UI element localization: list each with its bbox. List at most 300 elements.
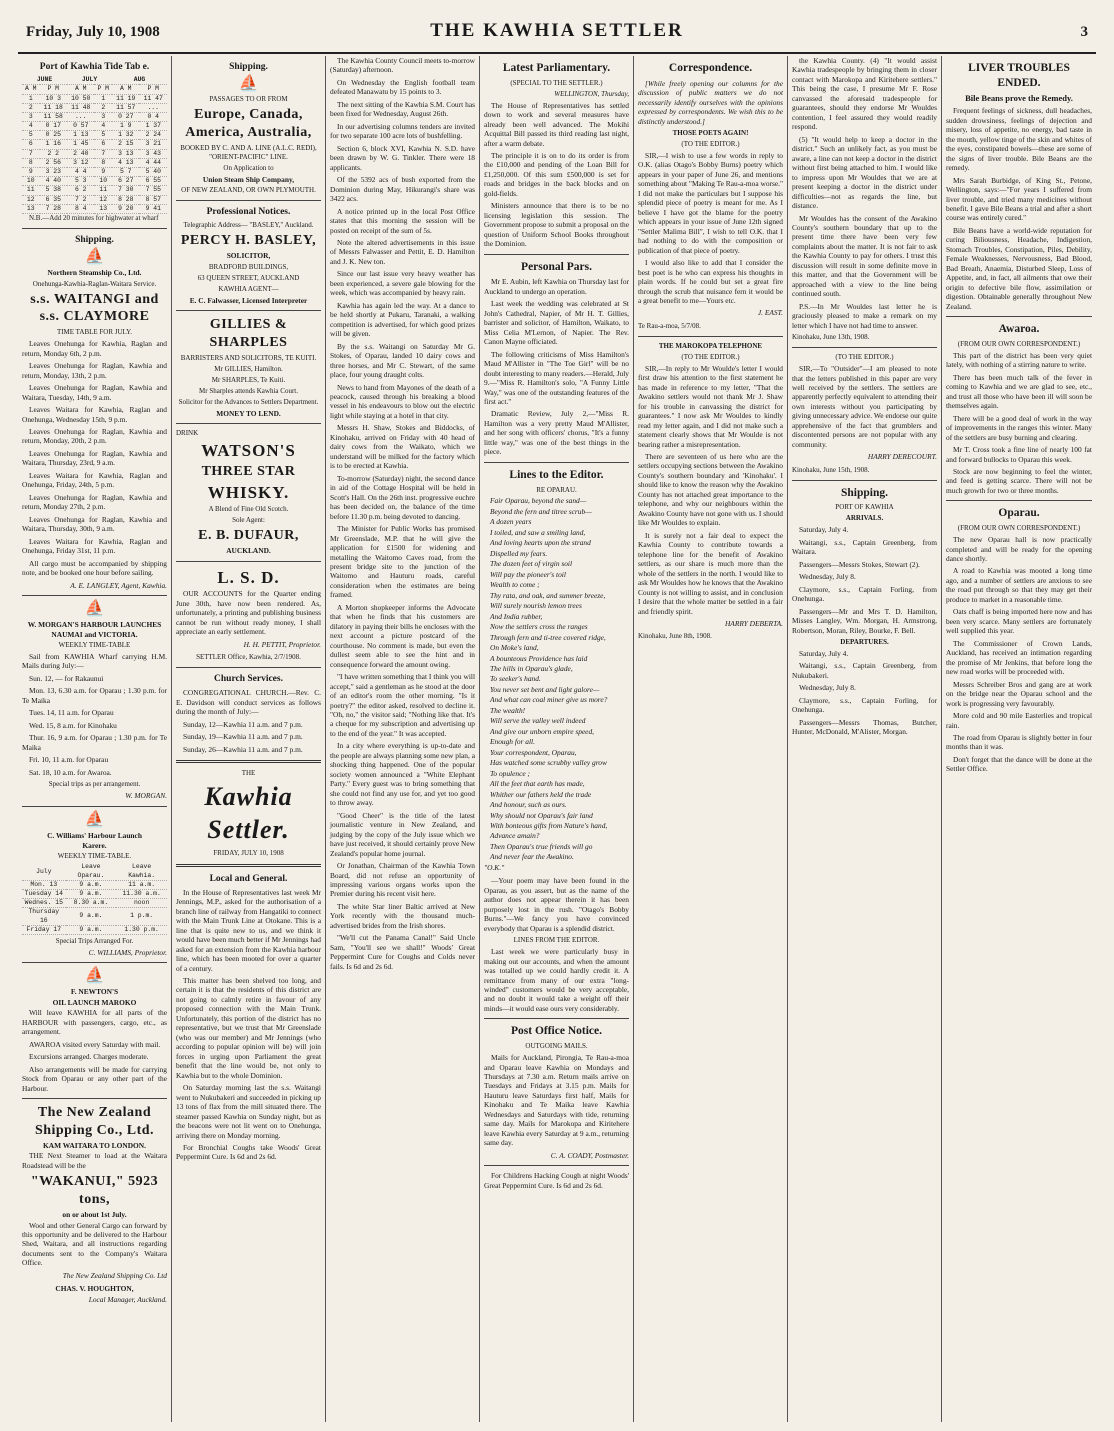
- list-item: Leaves Onehunga for Raglan, Kawhia and return, Monday, 13th, 2 p.m.: [22, 361, 167, 380]
- poets-signature: J. EAST.: [757, 308, 783, 318]
- list-item: Passengers—Messrs Thomas, Butcher, Hunter, McDonald, M'Alister, Morgan.: [792, 717, 937, 737]
- list-item: Claymore, s.s., Captain Forling, from Onehunga.: [792, 584, 937, 604]
- tide-cell: 4 44: [139, 158, 167, 167]
- tide-cell: 10 3: [40, 94, 67, 103]
- paragraph: The following criticisms of Miss Hamilton's Maud M'Allister in "The Toe Girl" will be no doubt interesting to many readers.—Herald, July 9.—"Miss R. Hamilton's solo, "A Funny Little Way," was one of the outstanding features of the first act.": [484, 349, 629, 406]
- steamship-icon: ⛵: [84, 248, 105, 266]
- gs-money: MONEY TO LEND.: [216, 408, 281, 418]
- tide-cell: 3 21: [139, 140, 167, 149]
- poem-line: The hills in Oparau's glade,: [490, 663, 573, 673]
- tide-cell: 1: [22, 94, 40, 103]
- list-item: Claymore, s.s., Captain Forling, for Onehunga.: [792, 695, 937, 715]
- tide-cell: 0 17: [40, 122, 67, 131]
- table-row: [22, 158, 167, 167]
- paragraph: Since our last issue very heavy weather has been experienced, a severe gale blowing for the week, which was accompanied by heavy rain.: [330, 269, 475, 298]
- tide-subheader-row: [22, 85, 167, 94]
- correspondence-heading: Correspondence.: [668, 62, 753, 74]
- poem-line: Enough for all.: [490, 737, 535, 747]
- list-item: Wed. 15, 8 a.m. for Kinohaku: [29, 720, 117, 730]
- poem-line: Has watched some scrubby valley grow: [490, 758, 607, 768]
- williams-launch: Karere.: [82, 840, 107, 850]
- poem-line: The dozen feet of virgin soil: [490, 559, 573, 569]
- table-row: [22, 204, 167, 213]
- parliament-place: WELLINGTON, Thursday,: [554, 89, 629, 98]
- paragraph: Mrs Sarah Burbidge, of King St., Petone, Wellington, says:—"For years I suffered from liver trouble, and tried many medicines without benefit. I gave Bile Beans a trial and after a short course was entirely cured.": [946, 175, 1092, 223]
- tide-cell: 10: [22, 177, 40, 186]
- tide-header-row: [22, 76, 167, 85]
- watsons-drink: DRINK: [176, 429, 199, 438]
- church-heading: Church Services.: [214, 674, 283, 685]
- tide-cell: 1 13: [67, 131, 94, 140]
- table-row: [22, 168, 167, 177]
- oparau-body: [946, 535, 1092, 774]
- outsider-body: [792, 364, 937, 449]
- poem-line: Will serve the valley well indeed: [490, 716, 586, 726]
- poem-line: To seeker's hand.: [490, 674, 541, 684]
- awaroa-sub: (FROM OUR OWN CORRESPONDENT.): [957, 339, 1081, 348]
- watsons-agent-label: Sole Agent:: [232, 516, 265, 525]
- williams-timetable: WEEKLY TIME-TABLE.: [57, 852, 132, 861]
- paragraph: The Kawhia County Council meets to-morrow (Saturday) afternoon.: [330, 56, 475, 75]
- paragraph: "We'll cut the Panama Canal!" Said Uncle Sam, "You'll see we shall!" Woods' Great Peppermint Cure for Coughs and Colds never fails. Is 6d and 2s 6d.: [330, 933, 475, 971]
- nz-when: on or about 1st July.: [62, 1210, 127, 1220]
- oparau-sub: (FROM OUR OWN CORRESPONDENT.): [957, 524, 1081, 533]
- tide-note: N.B.—Add 20 minutes for highwater at wharf: [29, 213, 159, 222]
- tide-cell: ...: [139, 103, 167, 112]
- nss-ships: s.s. WAITANGI and s.s. CLAYMORE: [30, 291, 159, 325]
- tide-cell: 2: [22, 103, 40, 112]
- poets-heading: THOSE POETS AGAIN!: [672, 129, 749, 138]
- tide-table-heading: Port of Kawhia Tide Tab e.: [39, 62, 150, 72]
- tide-cell: 11: [22, 186, 40, 195]
- correspondence-intro: [While freely opening our columns for the discussion of public matters we do not necessarily identify ourselves with the opinions expressed by correspondents. We wish this to be distinctly understood.]: [638, 78, 783, 126]
- paragraph: Don't forget that the dance will be done at the Settler Office.: [946, 754, 1092, 774]
- list-item: Waitangi, s.s., Captain Greenberg, from Nukubakeri.: [792, 661, 937, 680]
- gillies-sharples: GILLIES & SHARPLES: [209, 317, 288, 350]
- paragraph: The Commissioner of Crown Lands, Auckland, has received an intimation regarding the promise of Mr Jenkins, that before long the new road works will be proceeded with.: [946, 638, 1092, 677]
- tide-cell: 13: [94, 204, 112, 213]
- table-row: [22, 112, 167, 121]
- tide-cell: 6 27: [112, 177, 139, 186]
- paragraph: "Good Cheer" is the title of the latest journalistic venture in New Zealand, and judging by the copy of the July issue which we have just received, it should certainly prove New Zealand's popular home journal.: [330, 810, 475, 858]
- tide-cell: 5: [94, 131, 112, 140]
- liver-body: [946, 106, 1092, 311]
- paragraph: The road from Oparau is slightly better in four months than it was.: [946, 732, 1092, 752]
- table-row: [22, 195, 167, 204]
- shipping-news-heading: Shipping.: [841, 486, 888, 499]
- tide-cell: 6: [22, 140, 40, 149]
- williams-cell: 1.30 p.m.: [116, 925, 167, 934]
- union-company: Union Steam Ship Company,: [202, 174, 295, 184]
- tide-cell: 10: [94, 177, 112, 186]
- poem-line: Fair Oparau, beyond the sand—: [490, 496, 587, 506]
- nz-detail: Wool and other General Cargo can forward by this opportunity and be delivered to the Harbour Shed, Waitara, and all instructions regarding documents sent to the Company's Waitara Office.: [22, 1220, 167, 1268]
- watsons-city: AUCKLAND.: [226, 546, 271, 556]
- tide-cell: 1 9: [112, 122, 139, 131]
- williams-cell: 9 a.m.: [66, 880, 117, 889]
- list-item: Mon. 13, 6.30 a.m. for Oparau ; 1.30 p.m. for Te Maika: [22, 686, 167, 705]
- tide-cell: 6 55: [139, 177, 167, 186]
- watsons-name: WATSON'S: [201, 441, 296, 461]
- tide-cell: 3 12: [67, 158, 94, 167]
- passages-booked: BOOKED BY C. AND A. LINE (A.L.C. REDI), "ORIENT-PACIFIC" LINE.: [180, 143, 317, 161]
- nz-signature-2: CHAS. V. HOUGHTON,: [55, 1284, 134, 1294]
- nz-shipping-name: The New Zealand Shipping Co., Ltd.: [34, 1105, 155, 1138]
- marokopa-signature: HARRY DEBERTA.: [724, 618, 783, 628]
- poem-line: A bounteous Providence has laid: [490, 653, 588, 663]
- tide-cell: 8 4: [67, 204, 94, 213]
- paragraph: In the House of Representatives last week Mr Jennings, M.P., asked for the authorisation of a branch line of railway from Hangatiki to connect with the Main Trunk Line at Otokane. This is a line that is quite new to us, and we think it would have been much better if Mr Jennings had asked for an extension from the Kawhia harbour line, which has been mooted for over a quarter of a century.: [176, 887, 321, 973]
- nss-sailings: [22, 339, 167, 555]
- poem-line: Beyond the fern and titree scrub—: [490, 506, 592, 516]
- newton-awaroa: AWAROA visited every Saturday with mail.: [29, 1039, 161, 1049]
- church-services: [176, 720, 321, 754]
- paragraph: The white Star liner Baltic arrived at New York recently with the thousand much-advertised brides from the Irish shores.: [330, 901, 475, 930]
- tide-cell: 7: [22, 149, 40, 158]
- local-general-body: [176, 888, 321, 1140]
- williams-cell: Mon. 13: [22, 880, 66, 889]
- paragraph: On Wednesday the English football team defeated Manawatu by 15 points to 3.: [330, 77, 475, 97]
- paragraph: This matter has been shelved too long, and certain it is that the residents of this district are not going to calmly retire in favour of any proposed connection with the Main Trunk. Unfortunately, this portion of the district has no representative, but we trust that Mr Greenslade (who was our member) and Mr Jennings (who according to popular opinion will be) will join forces in urging upon Parliament the great benefit that the line would be, not only to Kawhia but to the whole Dominion.: [176, 976, 321, 1080]
- launch-boat-icon: ⛵: [84, 967, 105, 985]
- poets-date: Te Rau-a-moa, 5/7/08.: [638, 321, 701, 330]
- poem-line: Will pay the pioneer's toil: [490, 569, 566, 579]
- tide-ampm: P M: [40, 85, 67, 94]
- list-item: Saturday, July 4.: [799, 648, 849, 658]
- tide-cell: 4: [94, 122, 112, 131]
- poem-line: On Moke's land,: [490, 643, 539, 653]
- table-row: [22, 880, 167, 889]
- paragraph: In our advertising columns tenders are invited for two separate 100 acre lots of bushfelling.: [330, 121, 475, 141]
- tide-ampm: P M: [139, 85, 167, 94]
- post-office-heading: Post Office Notice.: [510, 1025, 602, 1038]
- outsider-signature: HARRY DERECOURT.: [867, 452, 937, 462]
- lsd-title: L. S. D.: [217, 567, 280, 587]
- paragraph: Bile Beans have a world-wide reputation for curing Biliousness, Headache, Indigestion, Stomach Troubles, Constipation, Piles, Debility, Female Weaknesses, Nervousness, Bad Blood, Bad Breath, Anaemia, Disturbed Sleep, Loss of Appetite, and, in fact, all ailments that owe their origin to defective bile flow, assimilation or digestion. Obtainable generally throughout New Zealand.: [946, 225, 1092, 311]
- paragraph: the Kawhia County. (4) "It would assist Kawhia tradespeople by bringing them in closer contact with Marokopa and Kiritehere settlers." This being the case, I presume Mr F. Rose canvassed the aforesaid tradespeople for guarantees, should they endorse Mr Wouldes contention, I feel assured they would readily respond.: [792, 56, 937, 132]
- church-text: CONGREGATIONAL CHURCH.—Rev. C. E. Davidson will conduct services as follows during the month of July:—: [176, 688, 321, 717]
- liver-sub: Bile Beans prove the Remedy.: [965, 93, 1073, 104]
- tide-cell: 6 35: [40, 195, 67, 204]
- poem-line: Will surely nourish lemon trees: [490, 601, 582, 611]
- poem-line: Why should not Oparau's fair land: [490, 810, 593, 820]
- marokopa-to-editor: (TO THE EDITOR.): [681, 352, 740, 361]
- outsider-date: Kinohaku, June 15th, 1908.: [792, 465, 870, 474]
- tide-cell: 1 45: [67, 140, 94, 149]
- paragraph: The new Oparau hall is now practically completed and will be ready for the opening dance shortly.: [946, 535, 1092, 563]
- arrivals-list: [792, 525, 937, 635]
- tide-cell: 8 28: [112, 195, 139, 204]
- tide-cell: 3 13: [112, 149, 139, 158]
- paragraph: Dramatic Review, July 2,—"Miss R. Hamilton was a very pretty Maud M'Allister, and her song with officers' chorus, "It's a funny little way," was one of the best things in the piece.: [484, 409, 629, 457]
- paragraph: The Minister for Public Works has promised Mr Greenslade, M.P. that he will give the application for £1500 for widening and metalling the Waitomo Caves road, from the present bridge site to the junction of the Waitomo and Hauturu roads, careful consideration when the estimates are being framed.: [330, 524, 475, 600]
- poem-line: I toiled, and saw a smiling land,: [490, 527, 586, 537]
- passages-destinations: Europe, Canada, America, Australia,: [185, 107, 312, 141]
- nss-note: All cargo must be accompanied by shipping note, and be booked one hour before sailing.: [22, 558, 167, 578]
- cont-date: Kinohaku, June 13th, 1908.: [792, 333, 870, 342]
- tide-cell: 11 58: [40, 112, 67, 121]
- paragraph: Kawhia has again led the way. At a dance to be held shortly at Pukaru, Taranaki, a walking competition is advertised, for which good prizes will be given.: [330, 300, 475, 339]
- williams-cell: 9 a.m.: [66, 925, 117, 934]
- paragraph: Messrs Schreiber Bros and gang are at work on the bridge near the Oparau school and the work is progressing very favourably.: [946, 679, 1092, 708]
- awaroa-heading: Awaroa.: [998, 323, 1040, 336]
- paragraph: Mr E. Aubin, left Kawhia on Thursday last for Auckland to undergo an operation.: [484, 277, 629, 296]
- tide-cell: 2 15: [112, 140, 139, 149]
- poem-line: And India rubber,: [490, 611, 543, 621]
- paragraph: More cold and 90 mile Easterlies and tropical rain.: [946, 711, 1092, 730]
- paragraph: News to hand from Mayones of the death of a peacock, caused through his breaking a blood vessel in his endeavours to blow out the electric light while staying at a hotel in that city.: [330, 382, 475, 420]
- paragraph: Mr Wouldes has the consent of the Awakino County's southern boundary that up to the present time there have been very few complaints about the matter. It is not fair to ask the Kawhia County to pay for others. I trust this discussion will result in some definite move in this matter, and that the Government will be approached with a view to the line being continued south.: [792, 213, 937, 299]
- tide-cell: 12: [94, 195, 112, 204]
- newton-note: Also arrangements will be made for carrying Stock from Oparau or any other part of the Harbour.: [22, 1064, 167, 1093]
- tide-cell: 11 48: [67, 103, 94, 112]
- basley-agent-name: E. C. Falwasser, Licensed Interpreter: [189, 295, 308, 305]
- post-office-text: Mails for Auckland, Pirongia, Te Rau-a-moa and Oparau leave Kawhia on Mondays and Thursdays at 7.30 a.m. Return mails arrive on Tuesdays and Fridays at 3.15 p.m. Mails for Hauturu leave Saturdays first half, Mails for Kinohaku and Te Maika leave Kawhia Wednesdays and Saturdays with tide, returning same day. Mails for Marokopa and Kiritehere leave Kawhia every Saturday at 9 a.m., returning same day.: [484, 1053, 629, 1148]
- williams-signature: C. WILLIAMS, Proprietor.: [88, 947, 167, 957]
- column-4: [480, 56, 634, 1422]
- tide-cell: 8: [22, 158, 40, 167]
- gs-line-1: Mr GILLIES, Hamilton.: [214, 364, 283, 373]
- paragraph: To-morrow (Saturday) night, the second dance in aid of the Cottage Hospital will be held in Scott's Hall. On the 26th inst. progressive euchre has been decided on, the balance of the time before 11.30 p.m. being devoted to dancing.: [330, 473, 475, 521]
- tide-cell: 1 37: [139, 122, 167, 131]
- list-item: Saturday, July 4.: [799, 525, 849, 535]
- launch-boat-icon: ⛵: [84, 600, 105, 618]
- tide-cell: 11 47: [139, 94, 167, 103]
- tide-cell: 4: [22, 122, 40, 131]
- tide-cell: 6 2: [67, 186, 94, 195]
- column-6: [788, 56, 942, 1422]
- departures-list: [792, 649, 937, 737]
- morgan-title: W. MORGAN'S HARBOUR LAUNCHES NAUMAI and VICTORIA.: [27, 620, 162, 639]
- poem-line: Your correspondent, Oparau,: [490, 747, 577, 757]
- tide-cell: 3: [94, 112, 112, 121]
- lsd-text: OUR ACCOUNTS for the Quarter ending June 30th, have now been rendered. As, unfortunately, a printing and publishing business cannot be run without ready money, I shall appreciate an early settlement.: [176, 589, 321, 637]
- parliament-sub: (SPECIAL TO THE SETTLER.): [510, 78, 603, 87]
- table-row: [22, 149, 167, 158]
- children-cough-ad: For Childrens Hacking Cough at night Woods' Great Peppermint Cure. Is 6d and 2s 6d.: [484, 1171, 629, 1190]
- post-office-signature: C. A. COADY, Postmaster.: [550, 1150, 629, 1160]
- tide-cell: 13: [22, 204, 40, 213]
- poem-line: You never set bent and light galore—: [490, 684, 600, 694]
- post-office-sub: OUTGOING MAILS.: [525, 1042, 588, 1051]
- lsd-signature: H. H. PETTIT, Proprietor.: [243, 639, 321, 649]
- table-row: [22, 177, 167, 186]
- paragraph: Of the 5392 acs of bush exported from the Dominion during May, Hikurangi's share was 3422 acs.: [330, 175, 475, 204]
- gs-line-4: Solicitor for the Advances to Settlers Department.: [178, 397, 319, 406]
- table-row: [22, 103, 167, 112]
- list-item: Leaves Waitara for Kawhia, Raglan and Onehunga, Friday, 24th, 5 p.m.: [22, 470, 167, 490]
- williams-cell: noon: [116, 899, 167, 908]
- williams-cell: Wednes. 15: [22, 899, 66, 908]
- table-row: [22, 925, 167, 934]
- tide-cell: 2 24: [139, 131, 167, 140]
- paragraph: A notice printed up in the local Post Office states that this morning the session will be posted on receipt of the sum of 5s.: [330, 206, 475, 235]
- list-item: Passengers—Mr and Mrs T. D. Hamilton, Misses Langley, Wm. Morgan, H. Armstrong, Robertson, Moran, Riley, Bourke, F. Bell.: [792, 606, 937, 635]
- nz-signature-3: Local Manager, Auckland.: [88, 1294, 167, 1304]
- tide-cell: 0 57: [67, 122, 94, 131]
- tide-cell: 1: [94, 94, 112, 103]
- williams-special: Special Trips Arranged For.: [55, 936, 134, 945]
- list-item: Leaves Onehunga for Raglan, Kawhia and Waitara, Tuesday, 14th, 9 a.m.: [22, 383, 167, 402]
- nameplate-the: THE: [241, 769, 256, 778]
- personal-heading: Personal Pars.: [521, 260, 592, 273]
- list-item: Leaves Onehunga for Raglan, Kawhia and return, Monday, 20th, 2 p.m.: [22, 427, 167, 446]
- tide-ampm: A M: [22, 85, 40, 94]
- table-row: [22, 908, 167, 925]
- list-item: Leaves Onehunga for Raglan, Kawhia and Waitara, Thursday, 23rd, 9 a.m.: [22, 448, 167, 468]
- tide-ampm: A M: [67, 85, 94, 94]
- tide-cell: 7 28: [40, 204, 67, 213]
- lines2-heading: LINES FROM THE EDITOR.: [513, 936, 600, 945]
- table-row: [22, 131, 167, 140]
- local-general-heading: Local and General.: [209, 873, 288, 884]
- tide-cell: ...: [67, 112, 94, 121]
- gs-line-2: Mr SHARPLES, Te Kuiti.: [211, 375, 286, 384]
- poem-line: And give our unborn empire speed,: [490, 726, 594, 736]
- poem-line: And never fear the Awakino.: [490, 852, 574, 862]
- news-items: [330, 56, 475, 971]
- newton-name: F. NEWTON'S: [70, 987, 119, 997]
- column-5: [634, 56, 788, 1422]
- list-item: Sun. 12, — for Rakaunui: [29, 673, 104, 683]
- tide-ampm: A M: [112, 85, 139, 94]
- williams-col: Leave Oparau.: [66, 863, 117, 880]
- list-item: Leaves Waitara for Kawhia, Raglan and Onehunga, Friday 31st, 11 p.m.: [22, 536, 167, 556]
- poem-line: The wealth!: [490, 705, 526, 715]
- basley-telegraph: Telegraphic Address— "BASLEY," Auckland.: [183, 221, 314, 230]
- professional-heading: Professional Notices.: [206, 207, 291, 218]
- tide-cell: 2 40: [67, 149, 94, 158]
- tide-cell: 6: [94, 140, 112, 149]
- union-address: OF NEW ZEALAND, OR OWN PLYMOUTH.: [181, 186, 316, 195]
- lines-sub: RE OPARAU.: [536, 485, 577, 494]
- nz-route: KAM WAITARA TO LONDON.: [43, 1140, 146, 1150]
- list-item: Sunday, 26—Kawhia 11 a.m. and 7 p.m.: [183, 744, 303, 754]
- lines-para: —Your poem may have been found in the Oparau, as you assert, but as the name of the author does not appear therein it has been purposely lost in the rush. "Otago's Bobby Burns."—We fancy you have convinced everybody that Oparau is a splendid district.: [484, 876, 629, 933]
- table-row: [22, 122, 167, 131]
- list-item: Leaves Onehunga for Raglan, Kawhia and return, Monday 27th, 2 p.m.: [22, 492, 167, 512]
- morgan-sailings: [22, 652, 167, 777]
- poem-line: Then Oparau's true friends will go: [490, 841, 593, 851]
- paragraph: The next sitting of the Kawhia S.M. Court has been fixed for Wednesday, August 26th.: [330, 99, 475, 119]
- gs-line-3: Mr Sharples attends Kawhia Court.: [199, 386, 298, 395]
- tide-cell: 5: [22, 131, 40, 140]
- list-item: Leaves Onehunga for Raglan, Kawhia and Waitara, Thursday, 30th, 9 a.m.: [22, 514, 167, 534]
- tide-cell: 1 16: [40, 140, 67, 149]
- nss-timetable-title: TIME TABLE FOR JULY.: [56, 328, 133, 337]
- table-row: [22, 899, 167, 908]
- port-name: PORT OF KAWHIA: [835, 503, 894, 512]
- paragraph: A Morton shopkeeper informs the Advocate that when he finds that his customers are dilatory in paying their bills he encloses with the next account a picture postcard of the courthouse. No comment is made, but even the dullest seem able to see the hint and in consequence forward the amount owing.: [330, 602, 475, 669]
- williams-col: July: [22, 863, 66, 880]
- parliament-heading: Latest Parliamentary.: [502, 62, 611, 74]
- tide-cell: 7 2: [67, 195, 94, 204]
- liver-heading: LIVER TROUBLES ENDED.: [968, 62, 1070, 89]
- nss-route: Onehunga-Kawhia-Raglan-Waitara Service.: [32, 279, 157, 288]
- williams-cell: 1 p.m.: [116, 908, 167, 925]
- lines2-para: Last week we were particularly busy in making out our accounts, and when the amount was totalled up we could hardly credit it. A remittance from many of our extra "long-winded" customers would be very acceptable, and no doubt it would take a weight off their minds—it would ease ours very considerably.: [484, 947, 629, 1013]
- williams-cell: 11 a.m.: [116, 880, 167, 889]
- newton-text: Will leave KAWHIA for all parts of the HARBOUR with passengers, cargo, etc., as arrangement.: [22, 1008, 167, 1037]
- gs-title: BARRISTERS AND SOLICITORS, TE KUITI.: [180, 353, 317, 362]
- arrivals-heading: ARRIVALS.: [845, 514, 884, 523]
- tide-cell: 11: [94, 186, 112, 195]
- tide-cell: 11 18: [40, 103, 67, 112]
- newton-boat: OIL LAUNCH MAROKO: [52, 997, 137, 1007]
- williams-cell: Tuesday 14: [22, 889, 66, 898]
- paragraph: On Saturday morning last the s.s. Waitangi went to Nukubakeri and succeeded in picking up 13 tons of flax from the mill situated there. The steamer passed Kawhia on Sunday night, but as the beacons were not lit went on to Onehunga, arriving there on Monday morning.: [176, 1083, 321, 1140]
- column-3: [326, 56, 480, 1422]
- column-2: [172, 56, 326, 1422]
- page-number: 3: [1080, 24, 1088, 40]
- list-item: Fri. 10, 11 a.m. for Oparau: [29, 755, 109, 765]
- tide-cell: 5 7: [112, 168, 139, 177]
- poem-line: Wealth to come ;: [490, 580, 540, 590]
- poem-line: Through fern and ti-tree covered ridge,: [490, 632, 606, 642]
- tide-table: [22, 76, 167, 214]
- list-item: Sunday, 19—Kawhia 11 a.m. and 7 p.m.: [183, 732, 303, 742]
- nameplate: Kawhia Settler.: [204, 782, 293, 845]
- newton-excursion: Excursions arranged. Charges moderate.: [29, 1052, 149, 1062]
- tide-month: AUG: [112, 76, 167, 85]
- personal-body: [484, 277, 629, 456]
- list-item: Sunday, 12—Kawhia 11 a.m. and 7 p.m.: [183, 719, 303, 729]
- parliament-body: [484, 101, 629, 249]
- poem-line: And loving hearts upon the strand: [490, 538, 591, 548]
- paragraph: A road to Kawhia was mooted a long time ago, and a number of settlers are anxious to see the road put through so that they may get their produce to market in a reasonable time.: [946, 566, 1092, 604]
- williams-cell: 11.30 a.m.: [116, 889, 167, 898]
- tide-cell: 9 41: [139, 204, 167, 213]
- williams-cell: Friday 17: [22, 925, 66, 934]
- paragraph: Oats chaff is being imported here now and has been very scarce. Many settlers are fortunately well supplied this year.: [946, 607, 1092, 636]
- list-item: Leaves Waitara for Kawhia, Raglan and Onehunga, Wednesday 15th, 9 p.m.: [22, 405, 167, 424]
- paragraph: It is surely not a fair deal to expect the Kawhia County to contribute towards a telephone line for the benefit of Awakino settlers, as our share is much more than the whole of the settlers in the north. I would like to ask Mr Wouldes how he knows that the Awakino County is not willing to assist, and in conclusion I desire that the whole matter be settled in a fair and friendly spirit.: [638, 530, 783, 616]
- basley-name: PERCY H. BASLEY,: [180, 233, 317, 249]
- paragraph: The House of Representatives has settled down to work and several measures have already been well advanced. The Mokihi Acquittal Bill passed its third reading last night, after a warm debate.: [484, 100, 629, 148]
- shipping-heading: Shipping.: [75, 234, 114, 245]
- table-row: [22, 140, 167, 149]
- morgan-signature: W. MORGAN.: [125, 791, 167, 801]
- list-item: Waitangi, s.s., Captain Greenberg, from Waitara.: [792, 537, 937, 557]
- tide-cell: 5 3: [67, 177, 94, 186]
- tide-cell: 9: [22, 168, 40, 177]
- list-item: Thur. 16, 9 a.m. for Oparau ; 1.30 p.m. for Te Maika: [22, 733, 167, 752]
- tide-cell: 9: [94, 168, 112, 177]
- tide-cell: 8: [94, 158, 112, 167]
- steamship-icon: ⛵: [238, 75, 259, 93]
- watsons-whisky: WHISKY.: [207, 482, 290, 502]
- tide-cell: 7 55: [139, 186, 167, 195]
- launch-boat-icon: ⛵: [84, 810, 105, 828]
- marokopa-date: Kinohaku, June 8th, 1908.: [638, 632, 712, 641]
- paragraph: SIR,—In reply to Mr Woulde's letter I would first draw his attention to the first statement he has made in reference to my letter, "That the Awakino settlers would not thank Mr J. Shaw for his trouble in canvassing the district for guarantees." I now ask Mr Wouldes to kindly read my letter again, and I did not make such a statement clearly shows that Mr Woulde is not bearing rather a misrepresentation.: [638, 363, 783, 449]
- paragraph: "I have written something that I think you will accept," said a gentleman as he stood at the door of an editor's room the other morning. "Is it poetry?" the editor asked, resolved to decline it. "Oh, no," the visitor said; "Nothing like that. It's a cheque for my subscription and advertising up to the end of the year." It was accepted.: [330, 672, 475, 738]
- paragraph: SIR,—To "Outsider"—I am pleased to note that the letters published in this paper are very well received by the settlers. The settlers are apparently perfectly equivalent to attending their own interests without you participating by giving unnecessary advice. We endorse our quite apprehensive of the fact that grumblers and discontented persons are not popular with any community.: [792, 364, 937, 449]
- williams-col: Leave Kawhia.: [116, 863, 167, 880]
- tide-ampm: P M: [94, 85, 112, 94]
- poem-line: Whither our fathers held the trade: [490, 789, 592, 799]
- masthead: [18, 0, 1096, 54]
- poem-line: And what can coal miner give us more?: [490, 695, 608, 705]
- basley-agent: KAWHIA AGENT—: [218, 284, 279, 293]
- paragraph: This part of the district has been very quiet lately, with nothing of a stirring nature to write.: [946, 350, 1092, 370]
- watsons-ad: [176, 429, 321, 556]
- tide-month: JULY: [67, 76, 112, 85]
- tide-cell: 4 13: [112, 158, 139, 167]
- poem-line: With bonteous gifts from Nature's hand,: [490, 821, 608, 831]
- paragraph: Note the altered advertisements in this issue of Messrs Falwasser and Pettit, E. D. Hamilton and J. K. New ton.: [330, 237, 475, 266]
- williams-cell: 8.30 a.m.: [66, 899, 117, 908]
